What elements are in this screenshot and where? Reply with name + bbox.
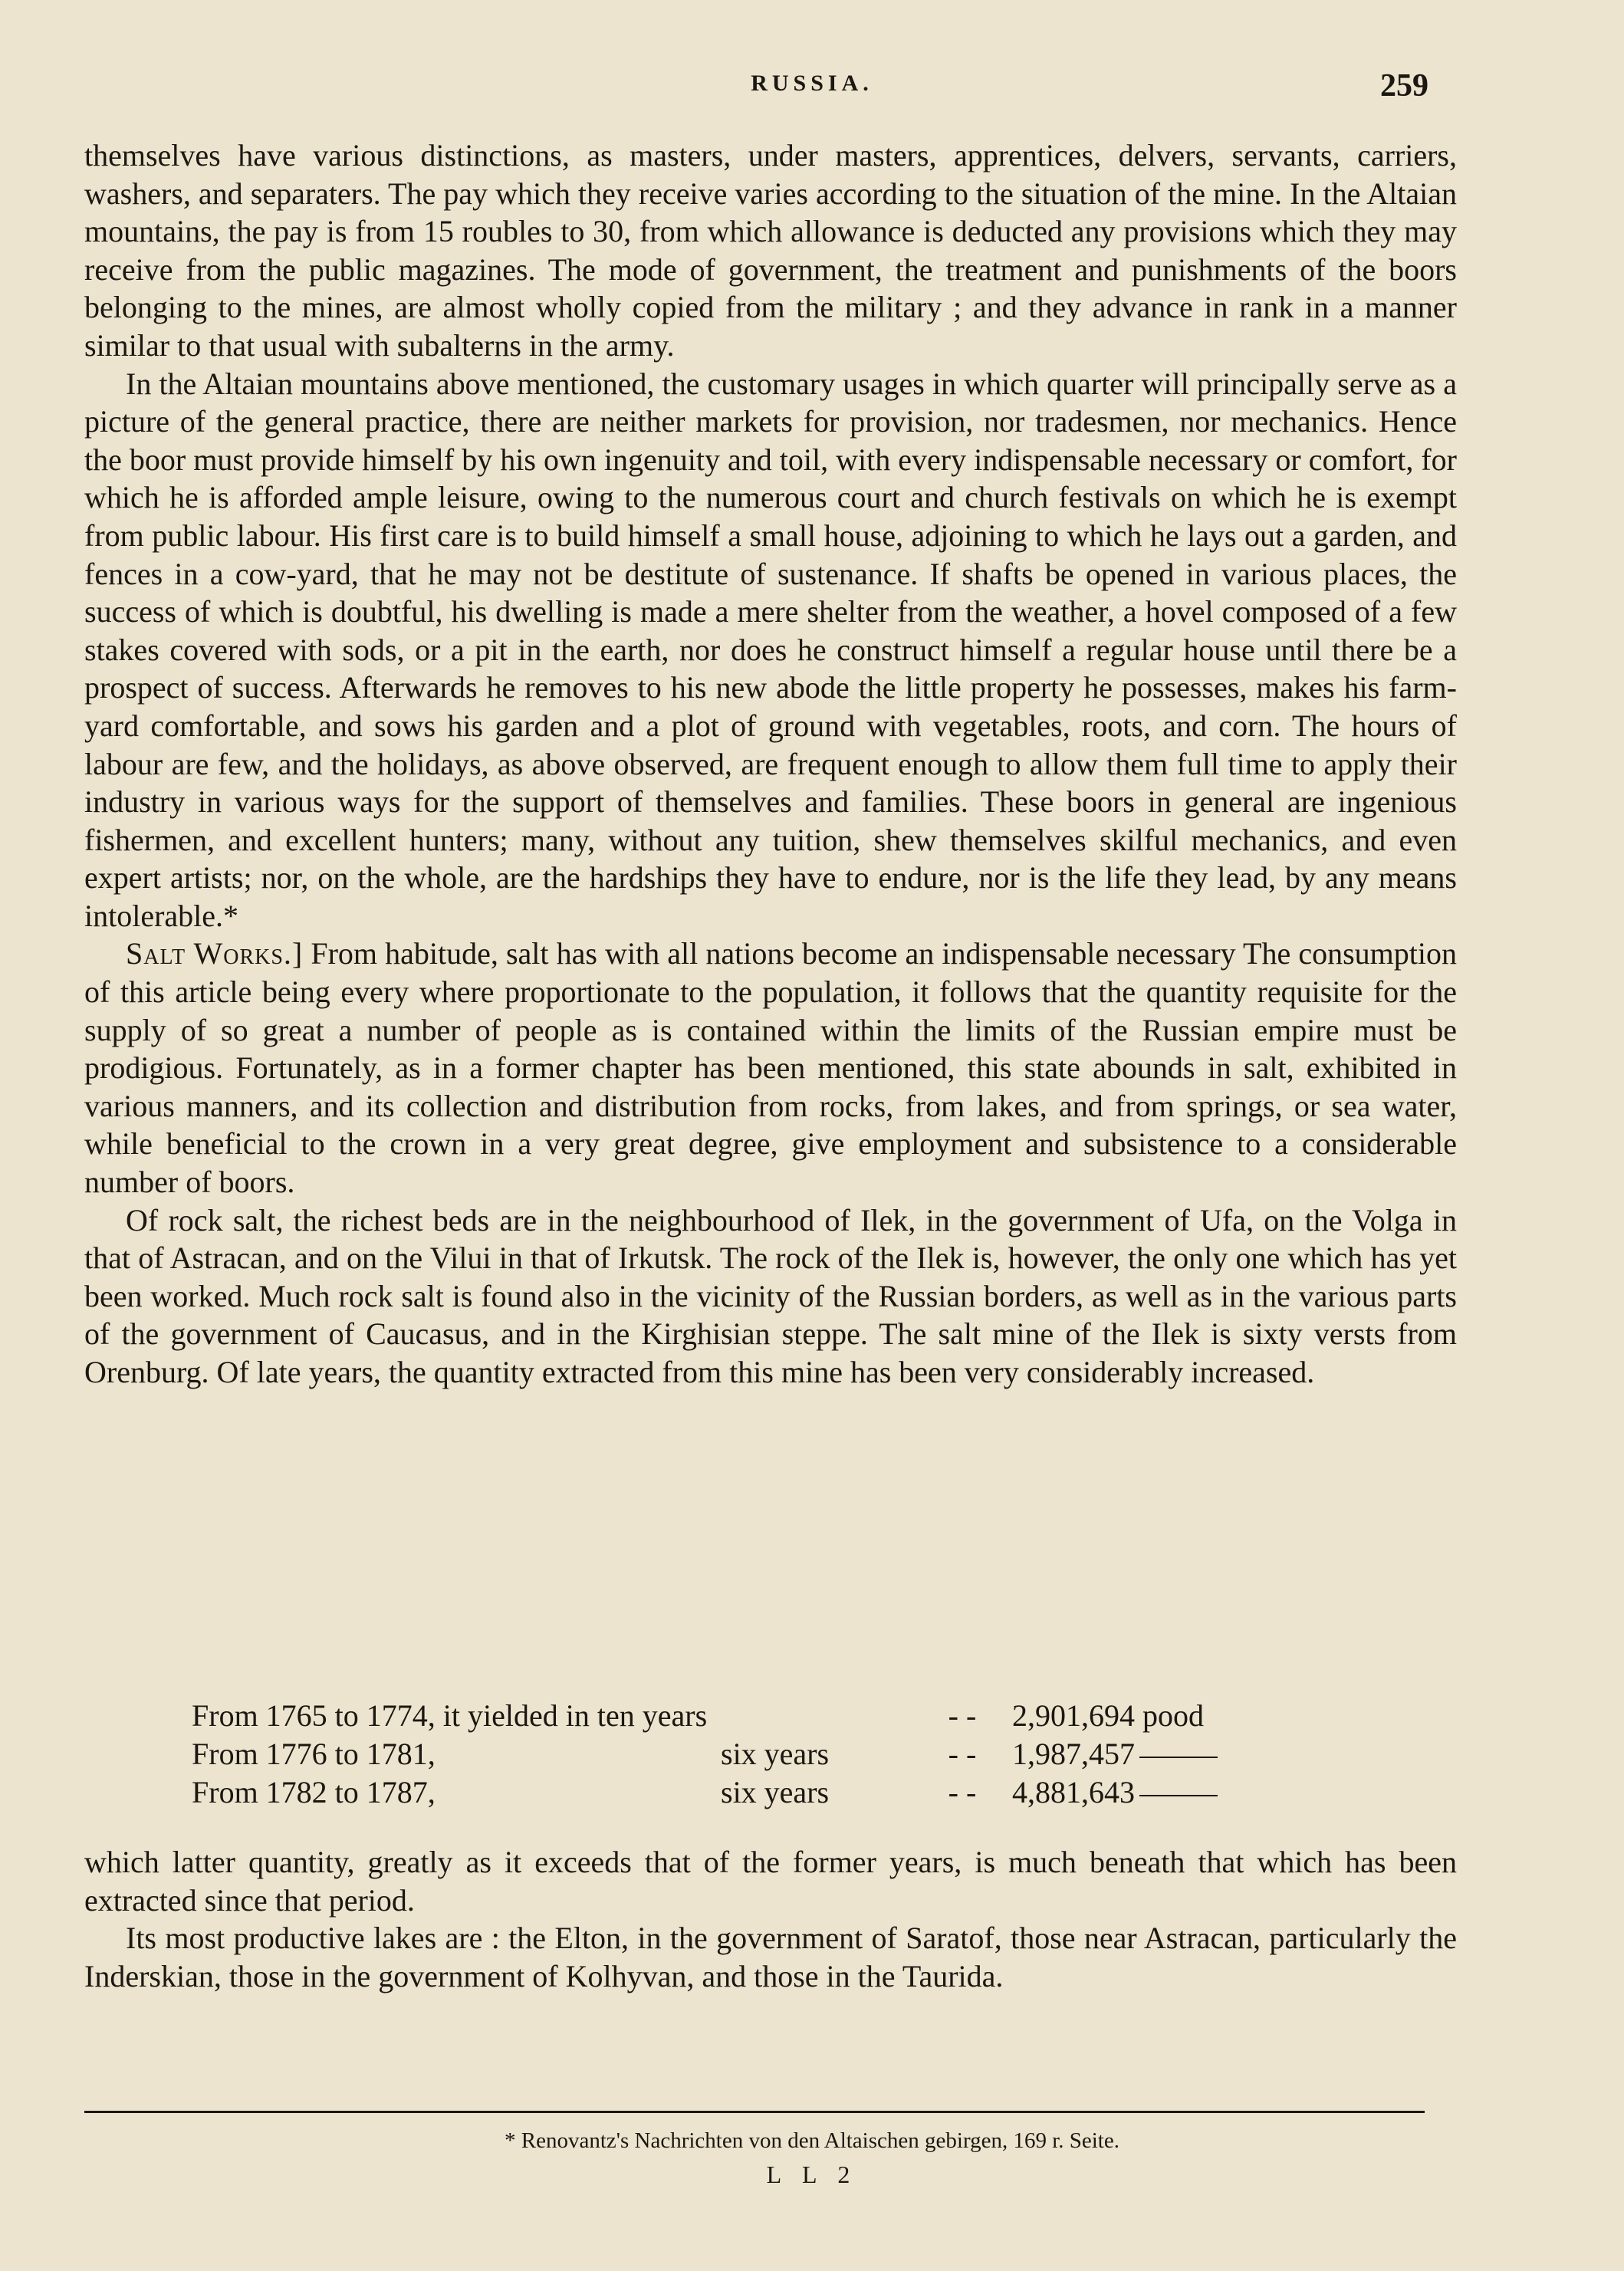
period-cell: From 1776 to 1781, bbox=[192, 1737, 436, 1771]
main-text-continued bbox=[84, 1843, 1457, 1995]
dash-cell: - - bbox=[948, 1737, 977, 1771]
ditto-rule bbox=[1139, 1795, 1218, 1796]
ditto-rule bbox=[1139, 1757, 1218, 1758]
quantity-cell: 2,901,694 pood bbox=[1012, 1698, 1204, 1733]
quantity-cell bbox=[1012, 1774, 1303, 1813]
running-title: RUSSIA. bbox=[751, 71, 873, 96]
quantity-cell bbox=[1012, 1736, 1303, 1774]
period-cell: From 1782 to 1787, bbox=[192, 1775, 436, 1809]
dash-cell: - - bbox=[948, 1698, 977, 1733]
footnote: * Renovantz's Nachrichten von den Altaischen gebirgen, 169 r. Seite. bbox=[505, 2128, 1119, 2153]
paragraph-3-text: From habitude, salt has with all nations become an indispensable necessary The consumption of this article being every where proportionate to the population, it follows that the quantity requisite for the supply of so great a number of people as is contained within the limits of the Russian empire must be prodigious. Fortunately, as in a former chapter has been mentioned, this state abounds in salt, exhibited in various manners, and its collection and distribution from rocks, from lakes, and from springs, or sea water, while beneficial to the crown in a very great degree, give employment and subsistence to a considerable number of boors. bbox=[84, 936, 1457, 1200]
table-row bbox=[192, 1736, 1303, 1774]
signature-mark: L L 2 bbox=[766, 2161, 858, 2188]
years-cell bbox=[721, 1697, 912, 1736]
dash-cell: - - bbox=[948, 1775, 977, 1809]
period-cell: From 1765 to 1774, it yielded in ten years bbox=[192, 1698, 708, 1733]
table-row bbox=[192, 1697, 1303, 1736]
quantity-value: 4,881,643 bbox=[1012, 1775, 1135, 1809]
footnote-divider bbox=[84, 2111, 1425, 2113]
paragraph-5: which latter quantity, greatly as it exceeds that of the former years, is much beneath that which has been extracted since that period. bbox=[84, 1845, 1457, 1918]
section-heading-salt-works: Salt Works.] bbox=[126, 936, 304, 971]
paragraph-3 bbox=[84, 935, 1457, 1201]
paragraph-2: In the Altaian mountains above mentioned, the customary usages in which quarter will principally serve as a picture of the general practice, there are neither markets for provision, nor tradesmen, nor mechanics. Hence the boor must provide himself by his own ingenuity and toil, with every indispensable necessary or comfort, for which he is afforded ample leisure, owing to the numerous court and church festivals on which he is exempt from public labour. His first care is to build himself a small house, adjoining to which he lays out a garden, and fences in a cow-yard, that he may not be destitute of sustenance. If shafts be opened in various places, the success of which is doubtful, his dwelling is made a mere shelter from the weather, a hovel composed of a few stakes covered with sods, or a pit in the earth, nor does he construct himself a regular house until there be a prospect of success. Afterwards he removes to his new abode the little property he possesses, makes his farm-yard comfortable, and sows his garden and a plot of ground with vegetables, roots, and corn. The hours of labour are few, and the holidays, as above observed, are frequent enough to allow them full time to apply their industry in various ways for the support of themselves and families. These boors in general are ingenious fishermen, and excellent hunters; many, without any tuition, shew themselves skilful mechanics, and even expert artists; nor, on the whole, are the hardships they have to endure, nor is the life they lead, by any means intolerable.* bbox=[84, 366, 1457, 933]
years-cell: six years bbox=[721, 1737, 830, 1771]
quantity-value: 1,987,457 bbox=[1012, 1737, 1135, 1771]
years-cell: six years bbox=[721, 1775, 830, 1809]
page-number: 259 bbox=[1380, 68, 1428, 104]
paragraph-6: Its most productive lakes are : the Elton, in the government of Saratof, those near Astracan, particularly the Inderskian, those in the government of Kolhyvan, and those in the Taurida. bbox=[84, 1921, 1457, 1993]
main-text bbox=[84, 136, 1457, 1392]
paragraph-1: themselves have various distinctions, as masters, under masters, apprentices, delvers, servants, carriers, washers, and separaters. The pay which they receive varies according to the situation of the mine. In the Altaian mountains, the pay is from 15 roubles to 30, from which allowance is deducted any provisions which they may receive from the public magazines. The mode of government, the treatment and punishments of the boors belonging to the mines, are almost wholly copied from the military ; and they advance in rank in a manner similar to that usual with subalterns in the army. bbox=[84, 138, 1457, 363]
paragraph-4: Of rock salt, the richest beds are in the neighbourhood of Ilek, in the government of Ufa, on the Volga in that of Astracan, and on the Vilui in that of Irkutsk. The rock of the Ilek is, however, the only one which has yet been worked. Much rock salt is found also in the vicinity of the Russian borders, as well as in the various parts of the government of Caucasus, and in the Kirghisian steppe. The salt mine of the Ilek is sixty versts from Orenburg. Of late years, the quantity extracted from this mine has been very considerably increased. bbox=[84, 1202, 1457, 1389]
table-row bbox=[192, 1774, 1303, 1813]
salt-yield-table bbox=[192, 1697, 1303, 1813]
